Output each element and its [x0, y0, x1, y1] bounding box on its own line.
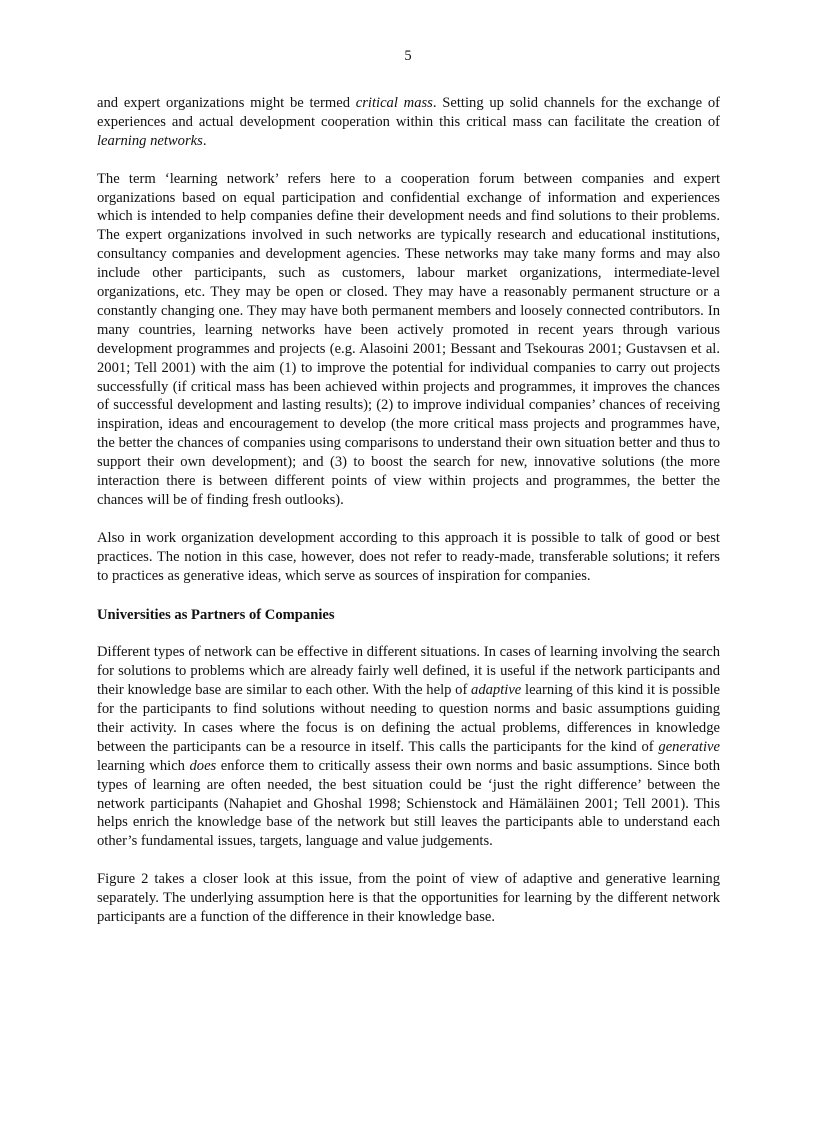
text-segment: The term ‘learning network’ refers here to a cooperation forum between companies and expert organizations based on equal participation and confidential exchange of information and experiences which is intended to help companies define their development needs and find solutions to their problems. The expert organizations involved in such networks are typically research and educational institutions, consultancy companies and development agencies. These networks may take many forms and may also include other participants, such as customers, labour market organizations, intermediate-level organizations, etc. They may be open or closed. They may have a reasonably permanent structure or a constantly changing one. They may have both permanent members and loosely connected contributors. In many countries, learning networks have been actively promoted in recent years through various development programmes and projects (e.g. Alasoini 2001; Bessant and Tsekouras 2001; Gustavsen et al. 2001; Tell 2001) with the aim (1) to improve the potential for individual companies to carry out projects successfully (if critical mass has been achieved within projects and programmes, it improves the chances of successful development and lasting results); (2) to improve individual companies’ chances of receiving inspiration, ideas and encouragement to develop (the more critical mass projects and programmes have, the better the chances of companies using comparisons to understand their own situation better and thus to support their own development); and (3) to boost the search for new, innovative solutions (the more interaction there is between different points of view within projects and programmes, the better the chances will be of finding fresh outlooks). — [97, 170, 720, 509]
section-heading: Universities as Partners of Companies — [97, 606, 335, 623]
paragraph-network-types — [97, 643, 720, 851]
document-body — [97, 94, 720, 946]
text-segment: enforce them to critically assess their own norms and basic assumptions. Since both types of learning are often needed, the best situation could be ‘just the right difference’ between the network participants (Nahapiet and Ghoshal 1998; Schienstock and Hämäläinen 2001; Tell 2001). This helps enrich the knowledge base of the network but still leaves the participants able to understand each other’s fundamental issues, targets, language and value judgements. — [97, 757, 721, 850]
emphasis-does: does — [189, 757, 217, 774]
text-segment: and expert organizations might be termed — [97, 95, 356, 111]
text-segment: Figure 2 takes a closer look at this issue, from the point of view of adaptive and generative learning separately. The underlying assumption here is that the opportunities for learning by the different network participants are a function of the difference in their knowledge base. — [97, 871, 720, 925]
text-segment: . — [202, 132, 207, 149]
text-segment: Also in work organization development according to this approach it is possible to talk of good or best practices. The notion in this case, however, does not refer to ready-made, transferable solutions; it refers to practices as generative ideas, which serve as sources of inspiration for companies. — [97, 529, 720, 584]
paragraph-figure-2-intro — [97, 870, 720, 927]
text-segment: . Setting up solid channels for the exchange of experiences and actual development cooperation within this critical mass can facilitate the creation of — [97, 95, 720, 130]
text-segment: Different types of network can be effective in different situations. In cases of learning involving the search for solutions to problems which are already fairly well defined, it is useful if the network participants and their knowledge base are similar to each other. With the help of — [97, 644, 720, 699]
text-segment: learning of this kind it is possible for the participants to find solutions without needing to question norms and basic assumptions guiding their activity. In cases where the focus is on defining the actual problems, differences in knowledge between the participants can be a resource in itself. This calls the participants for the kind of — [97, 682, 721, 755]
paragraph-best-practices — [97, 529, 720, 586]
page-number: 5 — [404, 48, 412, 64]
paragraph-learning-network-definition — [97, 170, 720, 510]
text-segment: learning which — [97, 757, 190, 774]
emphasis-generative: generative — [658, 738, 720, 755]
emphasis-critical-mass: critical mass — [355, 95, 433, 111]
emphasis-adaptive: adaptive — [471, 682, 522, 699]
emphasis-learning-networks: learning networks — [97, 132, 203, 149]
paragraph-critical-mass — [97, 94, 720, 151]
